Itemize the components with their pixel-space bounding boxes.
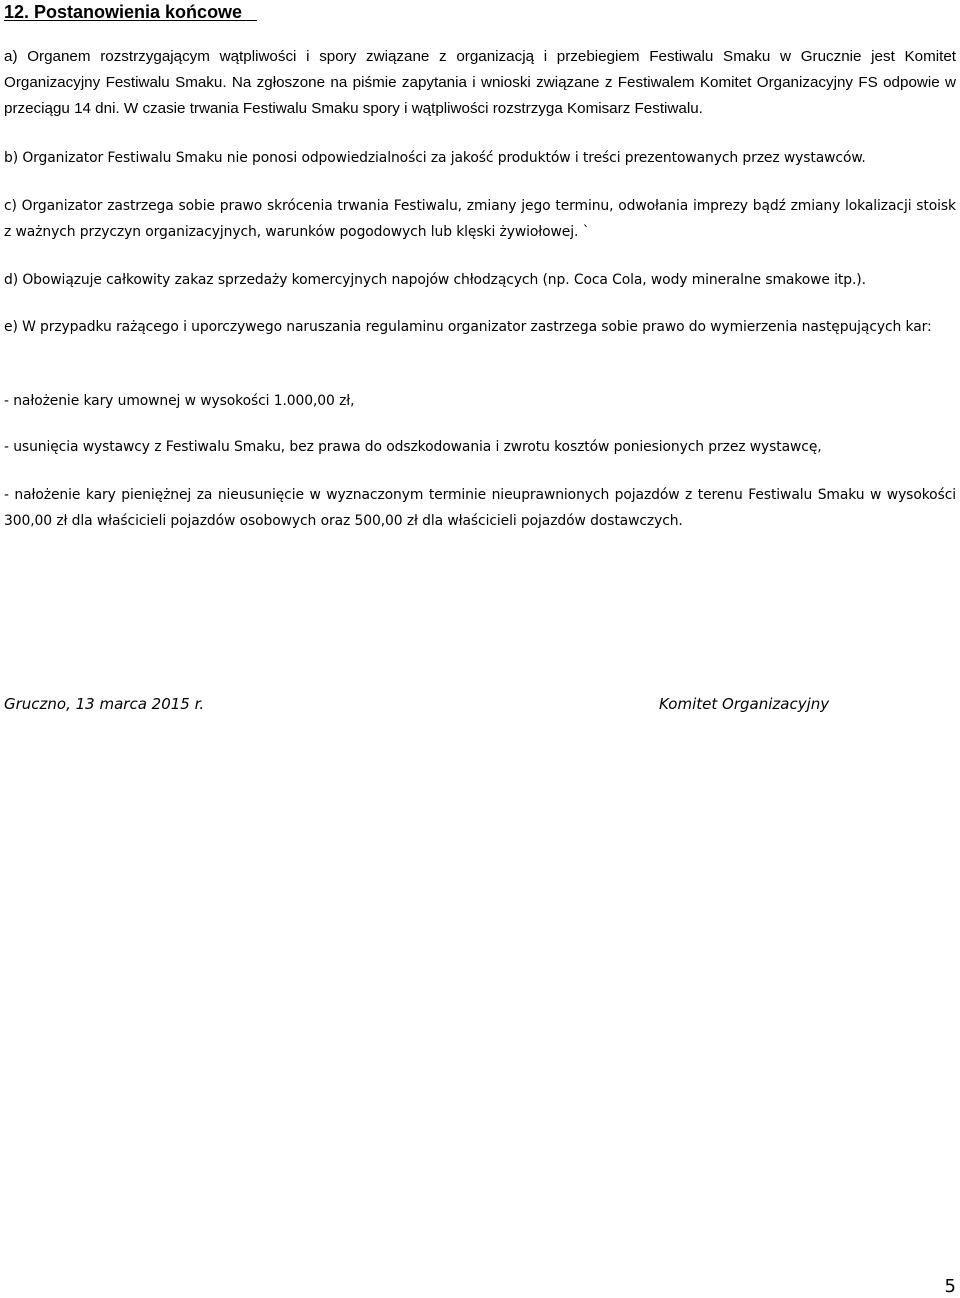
signature-committee: Komitet Organizacyjny — [659, 695, 830, 713]
penalty-item-2: - usunięcia wystawcy z Festiwalu Smaku, bez prawa do odszkodowania i zwrotu kosztów poniesionych przez wystawcę, — [4, 439, 822, 455]
penalty-item-3: - nałożenie kary pieniężnej za nieusunięcie w wyznaczonym terminie nieuprawnionych pojazdów z terenu Festiwalu Smaku w wysokości 300,00 zł dla właścicieli pojazdów osobowych oraz 500,00 zł dla właścicieli pojazdów dostawczych. — [4, 487, 956, 529]
page-number: 5 — [944, 1276, 956, 1297]
paragraph-b: b) Organizator Festiwalu Smaku nie ponosi odpowiedzialności za jakość produktów i treści prezentowanych przez wystawców. — [4, 150, 866, 166]
paragraph-c: c) Organizator zastrzega sobie prawo skrócenia trwania Festiwalu, zmiany jego terminu, odwołania imprezy bądź zmiany lokalizacji stoisk z ważnych przyczyn organizacyjnych, warunków pogodowych lub klęski żywiołowej. ` — [4, 198, 956, 240]
penalty-item-1: - nałożenie kary umownej w wysokości 1.000,00 zł, — [4, 393, 355, 409]
section-title: 12. Postanowienia końcowe — [4, 2, 258, 22]
signature-place-date: Gruczno, 13 marca 2015 r. — [4, 695, 205, 713]
paragraph-a: a) Organem rozstrzygającym wątpliwości i spory związane z organizacją i przebiegiem Festiwalu Smaku w Grucznie jest Komitet Organizacyjny Festiwalu Smaku. Na zgłoszone na piśmie zapytania i wnioski związane z Festiwalem Komitet Organizacyjny FS odpowie w przeciągu 14 dni. W czasie trwania Festiwalu Smaku spory i wątpliwości rozstrzyga Komisarz Festiwalu. — [4, 48, 956, 117]
paragraph-e: e) W przypadku rażącego i uporczywego naruszania regulaminu organizator zastrzega sobie prawo do wymierzenia następujących kar: — [4, 319, 932, 335]
paragraph-d: d) Obowiązuje całkowity zakaz sprzedaży komercyjnych napojów chłodzących (np. Coca Cola, wody mineralne smakowe itp.). — [4, 272, 866, 288]
